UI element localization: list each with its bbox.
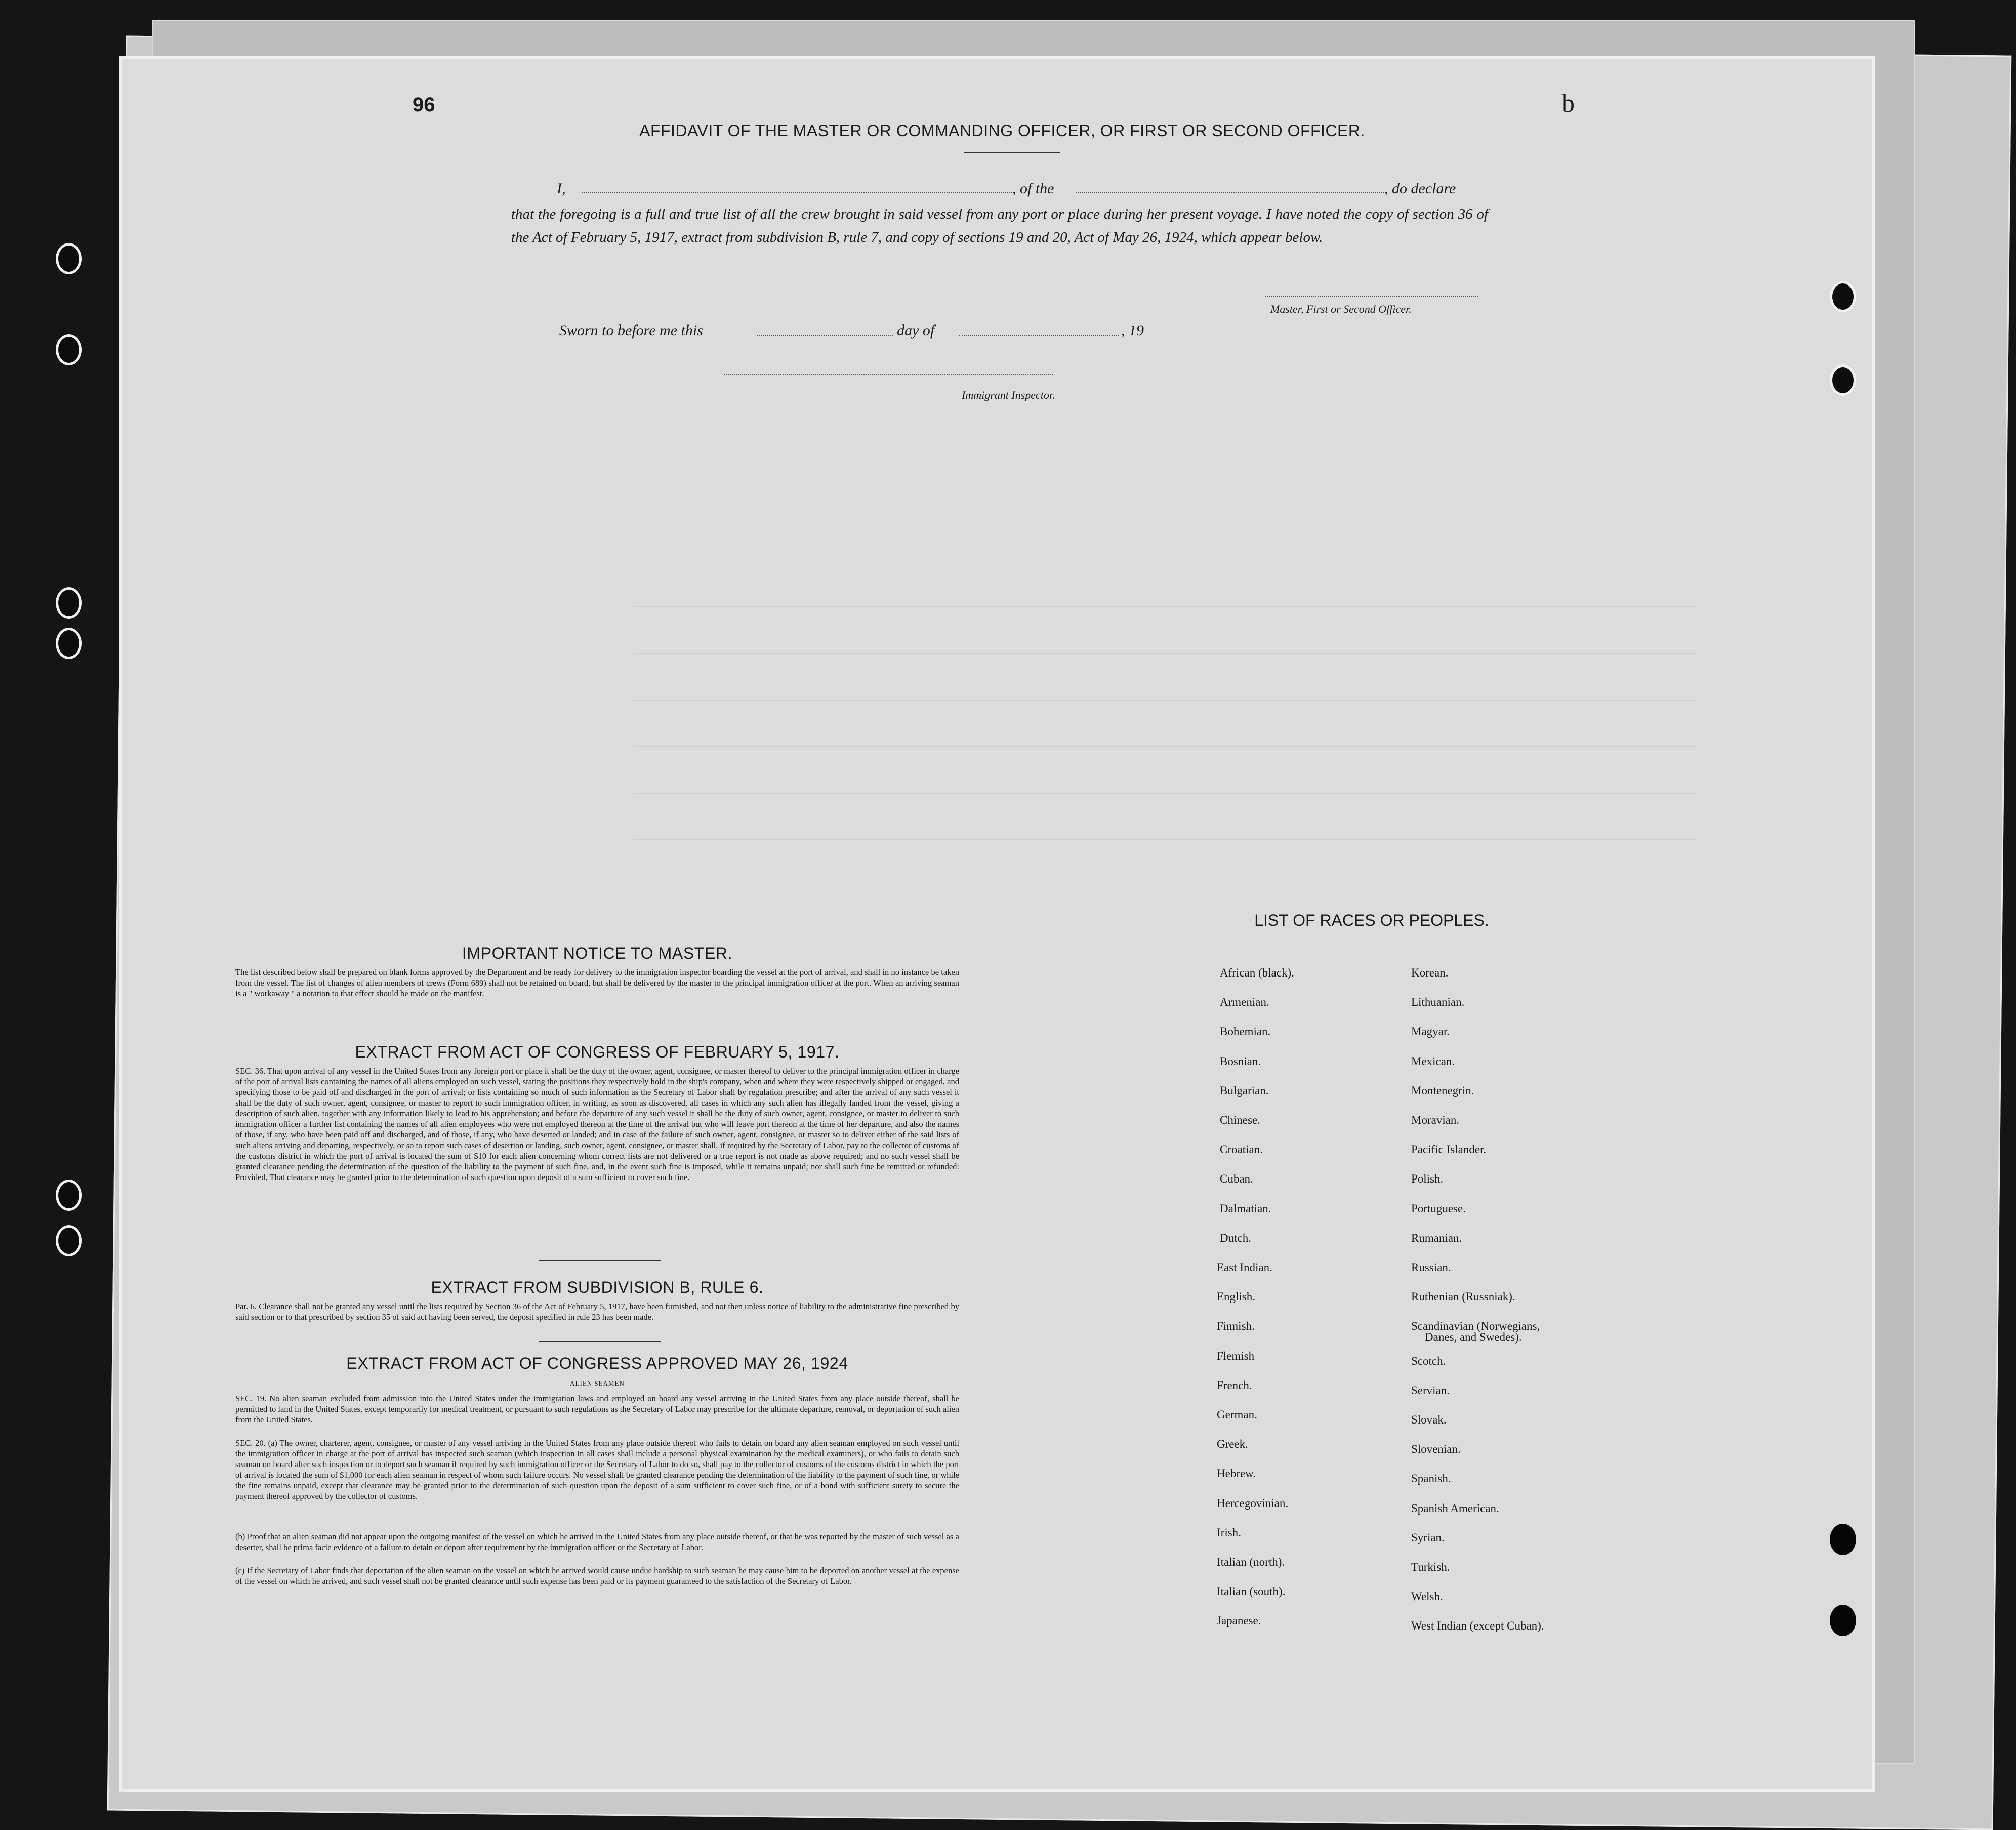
race-item: Lithuanian. bbox=[1411, 996, 1465, 1009]
day-of-text: day of bbox=[897, 322, 935, 339]
extract3-title: EXTRACT FROM ACT OF CONGRESS APPROVED MAY 26, 1924 bbox=[346, 1354, 848, 1372]
sworn-text: Sworn to before me this bbox=[559, 322, 703, 339]
race-item: Italian (south). bbox=[1217, 1585, 1286, 1598]
extract2-text: Par. 6. Clearance shall not be granted any vessel until the lists required by Section 36 of the Act of February 5, 1917, have been furnished, and not then unless notice of liability to the administrative fine prescribed by said section or to that prescribed by section 35 of said act having been served, the deposit specified in rule 23 has been made. bbox=[235, 1302, 959, 1322]
race-item: West Indian (except Cuban). bbox=[1411, 1619, 1544, 1633]
race-item: Dalmatian. bbox=[1220, 1202, 1271, 1215]
notice-text: The list described below shall be prepared on blank forms approved by the Department and be ready for delivery to the immigration inspector boarding the vessel at the port of arrival, and shall in no instance be taken from the vessel. The list of changes of alien members of crews (Form 689) shall not be retained on board, but shall be delivered by the master to the principal immigration officer at the port. When an arriving seaman is a " workaway " a notation to that effect should be made on the manifest. bbox=[235, 967, 959, 998]
extract3-subtitle: ALIEN SEAMEN bbox=[570, 1379, 625, 1387]
race-item: Portuguese. bbox=[1411, 1202, 1466, 1215]
vessel-field[interactable] bbox=[1076, 192, 1384, 193]
race-item: Servian. bbox=[1411, 1384, 1450, 1397]
punch-hole bbox=[1830, 281, 1856, 312]
extract2-rule bbox=[539, 1341, 661, 1342]
race-item: Hebrew. bbox=[1217, 1467, 1256, 1480]
affidavit-declare: , do declare bbox=[1384, 180, 1456, 197]
extract3-sec20b: (b) Proof that an alien seaman did not appear upon the outgoing manifest of the vessel on which he arrived in the United States from any place outside thereof, or that he was reported by the master of such vessel as a deserter, shall be prima facie evidence of a failure to detain or deport after requirement by the immigration officer or the Secretary of Labor. bbox=[235, 1532, 959, 1552]
extract1-rule bbox=[539, 1260, 661, 1261]
extract3-sec19: SEC. 19. No alien seaman excluded from admission into the United States under the immigration laws and employed on board any vessel arriving in the United States from any place outside thereof, shall be permitted to land in the United States, except temporarily for medical treatment, or pursuant to such regulations as the Secretary of Labor may prescribe for the ultimate departure, removal, or deportation of such alien from the United States. bbox=[235, 1394, 959, 1425]
punch-hole bbox=[56, 243, 82, 274]
race-item: Scotch. bbox=[1411, 1354, 1446, 1367]
inspector-signature-line[interactable] bbox=[724, 374, 1053, 375]
punch-hole bbox=[56, 587, 82, 619]
race-item: Russian. bbox=[1411, 1261, 1451, 1274]
race-item: Mexican. bbox=[1411, 1054, 1455, 1068]
race-item: Scandinavian (Norwegians, bbox=[1411, 1320, 1540, 1333]
race-item: Dutch. bbox=[1220, 1231, 1251, 1244]
race-item: Greek. bbox=[1217, 1438, 1248, 1451]
race-item: Finnish. bbox=[1217, 1320, 1255, 1333]
affidavit-of: , of the bbox=[1012, 180, 1054, 197]
race-item: French. bbox=[1217, 1378, 1252, 1392]
extract1-text: SEC. 36. That upon arrival of any vessel in the United States from any foreign port or place it shall be the duty of the owner, agent, consignee, or master thereof to deliver to the principal immigration officer in charge of the port of arrival lists containing the names of all aliens employed on such vessel, stating the positions they respectively hold in the ship's company, when and where they were respectively shipped or engaged, and specifying those to be paid off and discharged in the port of arrival; or lists containing so much of such information as the Secretary of Labor shall by regulation prescribe; and after the arrival of any such vessel it shall be the duty of such owner, agent, consignee, or master to report to such immigration officer, in writing, as soon as discovered, all cases in which any such alien has illegally landed from the vessel, giving a description of such alien, together with any information likely to lead to his apprehension; and before the departure of any such vessel it shall be the duty of such owner, agent, consignee, or master to deliver to such immigration officer a further list containing the names of all alien employees who were not employed thereon at the time of the arrival but who will leave port thereon at the time of her departure, and also the names of those, if any, who have been paid off and discharged, and of those, if any, who have deserted or landed; and in case of the failure of such owner, agent, consignee, or master so to deliver either of the said lists of such aliens arriving and departing, respectively, or so to report such cases of desertion or landing, such owner, agent, consignee, or master shall, if required by the Secretary of Labor, pay to the collector of customs of the customs district in which the port of arrival is located the sum of $10 for each alien concerning whom correct lists are not delivered or a true report is not made as above required; and no such vessel shall be granted clearance pending the determination of the question of the liability to the payment of such fine, and, in the event such fine is imposed, while it remains unpaid; nor shall such fine be remitted or refunded: Provided, That clearance may be granted prior to the determination of such question upon deposit of a sum sufficient to cover such fine. bbox=[235, 1066, 959, 1182]
day-field[interactable] bbox=[757, 335, 893, 336]
race-item: Rumanian. bbox=[1411, 1231, 1462, 1244]
affidavit-i: I, bbox=[557, 180, 566, 197]
race-item: Korean. bbox=[1411, 966, 1449, 979]
race-item: Welsh. bbox=[1411, 1590, 1443, 1603]
race-item: Spanish. bbox=[1411, 1472, 1451, 1485]
race-item: Slovak. bbox=[1411, 1413, 1447, 1426]
race-item: Armenian. bbox=[1220, 996, 1269, 1009]
tab-mark: b bbox=[1561, 89, 1575, 118]
race-item: German. bbox=[1217, 1408, 1257, 1421]
race-item: Slovenian. bbox=[1411, 1443, 1461, 1456]
affidavit-text: that the foregoing is a full and true list of all the crew brought in said vessel from any port or place during her present voyage. I have noted the copy of section 36 of the Act of February 5, 1917, extract from subdivision B, rule 7, and copy of sections 19 and 20, Act of May 26, 1924, which appear below. bbox=[511, 206, 1488, 246]
race-item: Montenegrin. bbox=[1411, 1084, 1474, 1097]
master-label: Master, First or Second Officer. bbox=[1270, 303, 1412, 315]
notice-title: IMPORTANT NOTICE TO MASTER. bbox=[462, 944, 733, 962]
punch-hole bbox=[1830, 364, 1856, 396]
title-rule bbox=[964, 152, 1060, 153]
race-item: Flemish bbox=[1217, 1349, 1255, 1362]
race-item: Bosnian. bbox=[1220, 1054, 1261, 1068]
race-item: Bohemian. bbox=[1220, 1025, 1271, 1038]
race-item: Moravian. bbox=[1411, 1114, 1460, 1126]
punch-hole bbox=[1830, 1524, 1856, 1555]
year-text: , 19 bbox=[1121, 322, 1144, 339]
race-item: Bulgarian. bbox=[1220, 1084, 1269, 1097]
race-item: Hercegovinian. bbox=[1217, 1496, 1289, 1510]
extract3-sec20a: SEC. 20. (a) The owner, charterer, agent, consignee, or master of any vessel arriving in the United States from any place outside thereof who fails to detain on board any alien seaman employed on such vessel until the immigration officer in charge at the port of arrival has inspected such seaman (which inspection in all cases shall include a personal physical examination by the medical examiners), or who fails to detain such seaman on board after such inspection or to deport such seaman if required by such immigration officer or the Secretary of Labor to do so, shall pay to the collector of customs of the customs district in which the port of arrival is located the sum of $1,000 for each alien seaman in respect of whom such failure occurs. No vessel shall be granted clearance pending the determination of the liability to the payment of such fine, or while the fine remains unpaid, except that clearance may be granted prior to the determination of such question upon the deposit of a sum sufficient to cover such fine, or of a bond with sufficient surety to secure the payment thereof approved by the collector of customs. bbox=[235, 1438, 959, 1501]
race-item-continued: Danes, and Swedes). bbox=[1425, 1331, 1522, 1344]
race-item: English. bbox=[1217, 1290, 1256, 1304]
race-item: Pacific Islander. bbox=[1411, 1143, 1487, 1156]
punch-hole bbox=[56, 1180, 82, 1211]
race-item: Magyar. bbox=[1411, 1025, 1450, 1038]
bleed-through bbox=[633, 582, 1696, 886]
punch-hole bbox=[56, 1225, 82, 1256]
race-item: Polish. bbox=[1411, 1172, 1444, 1186]
race-item: Turkish. bbox=[1411, 1561, 1450, 1573]
master-signature-line[interactable] bbox=[1265, 296, 1478, 297]
race-item: African (black). bbox=[1220, 966, 1294, 979]
stray-mark: 96 bbox=[413, 94, 435, 116]
race-item: Croatian. bbox=[1220, 1143, 1263, 1156]
punch-hole bbox=[56, 334, 82, 365]
extract1-title: EXTRACT FROM ACT OF CONGRESS OF FEBRUARY 5, 1917. bbox=[355, 1043, 840, 1061]
extract3-sec20c: (c) If the Secretary of Labor finds that deportation of the alien seaman on the vessel on which he arrived would cause undue hardship to such seaman he may cause him to be deported on another vessel at the expense of the vessel on which he arrived, and such vessel shall not be granted clearance until such expense has been paid or its payment guaranteed to the satisfaction of the Secretary of Labor. bbox=[235, 1566, 959, 1586]
punch-hole bbox=[56, 628, 82, 659]
race-item: Japanese. bbox=[1217, 1614, 1261, 1628]
name-field[interactable] bbox=[582, 192, 1012, 193]
race-item: Chinese. bbox=[1220, 1114, 1260, 1126]
race-item: Italian (north). bbox=[1217, 1556, 1285, 1568]
races-title: LIST OF RACES OR PEOPLES. bbox=[1254, 911, 1489, 929]
race-item: Spanish American. bbox=[1411, 1501, 1499, 1515]
affidavit-title: AFFIDAVIT OF THE MASTER OR COMMANDING OFFICER, OR FIRST OR SECOND OFFICER. bbox=[639, 121, 1365, 140]
inspector-label: Immigrant Inspector. bbox=[962, 389, 1055, 401]
extract2-title: EXTRACT FROM SUBDIVISION B, RULE 6. bbox=[431, 1278, 764, 1296]
month-field[interactable] bbox=[959, 335, 1119, 336]
race-item: Irish. bbox=[1217, 1526, 1241, 1539]
race-item: Cuban. bbox=[1220, 1172, 1253, 1186]
race-item: East Indian. bbox=[1217, 1261, 1272, 1274]
punch-hole bbox=[1830, 1605, 1856, 1636]
race-item: Syrian. bbox=[1411, 1531, 1445, 1544]
race-item: Ruthenian (Russniak). bbox=[1411, 1290, 1515, 1304]
